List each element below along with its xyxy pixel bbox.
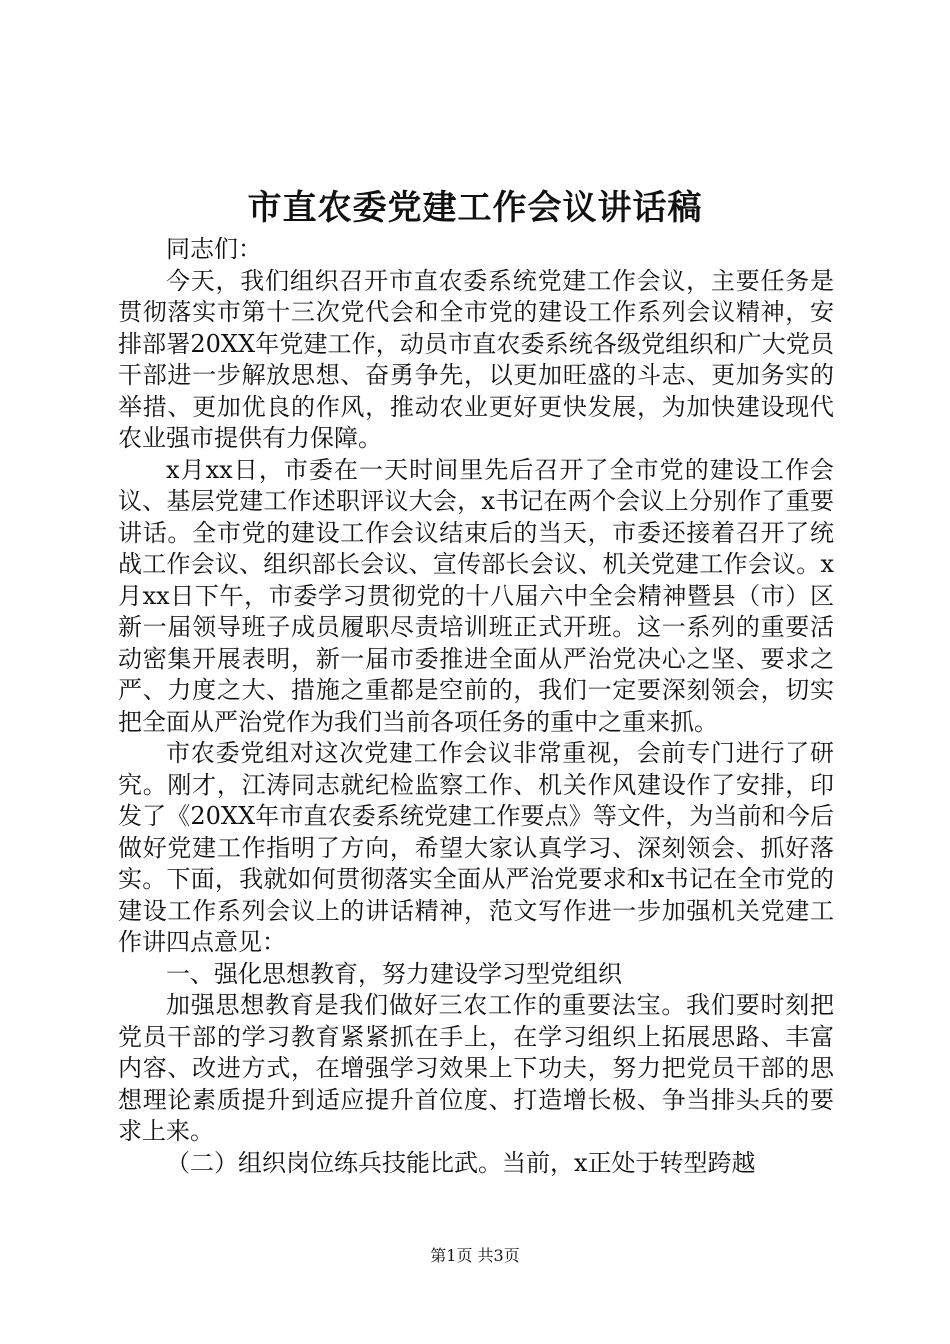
paragraph-2: x月xx日，市委在一天时间里先后召开了全市党的建设工作会议、基层党建工作述职评议大会，x书记在两个会议上分别作了重要讲话。全市党的建设工作会议结束后的当天，市委还接着召开了统战工作会议、组织部长会议、宣传部长会议、机关党建工作会议。x月xx日下午，市委学习贯彻党的十八届六中全会精神暨县（市）区新一届领导班子成员履职尽责培训班正式开班。这一系列的重要活动密集开展表明，新一届市委推进全面从严治党决心之坚、要求之严、力度之大、措施之重都是空前的，我们一定要深刻领会，切实把全面从严治党作为我们当前各项任务的重中之重来抓。 <box>118 455 834 736</box>
page-number-footer: 第1页 共3页 <box>430 1246 520 1265</box>
document-title: 市直农委党建工作会议讲话稿 <box>247 188 703 228</box>
salutation: 同志们： <box>166 235 262 263</box>
section-heading-1: 一、强化思想教育，努力建设学习型党组织 <box>166 959 622 988</box>
paragraph-3: 市农委党组对这次党建工作会议非常重视，会前专门进行了研究。刚才，江涛同志就纪检监察工作、机关作风建设作了安排，印发了《20XX年市直农委系统党建工作要点》等文件，为当前和今后做好党建工作指明了方向，希望大家认真学习、深刻领会、抓好落实。下面，我就如何贯彻落实全面从严治党要求和x书记在全市党的建设工作系列会议上的讲话精神，范文写作进一步加强机关党建工作讲四点意见： <box>118 739 834 956</box>
paragraph-5: （二）组织岗位练兵技能比武。当前，x正处于转型跨越 <box>166 1148 756 1177</box>
document-body <box>118 234 834 1179</box>
paragraph-1: 今天，我们组织召开市直农委系统党建工作会议，主要任务是贯彻落实市第十三次党代会和全市党的建设工作系列会议精神，安排部署20XX年党建工作，动员市直农委系统各级党组织和广大党员干部进一步解放思想、奋勇争先，以更加旺盛的斗志、更加务实的举措、更加优良的作风，推动农业更好更快发展，为加快建设现代农业强市提供有力保障。 <box>118 266 834 452</box>
paragraph-4: 加强思想教育是我们做好三农工作的重要法宝。我们要时刻把党员干部的学习教育紧紧抓在手上，在学习组织上拓展思路、丰富内容、改进方式，在增强学习效果上下功夫，努力把党员干部的思想理论素质提升到适应提升首位度、打造增长极、争当排头兵的要求上来。 <box>118 991 834 1145</box>
